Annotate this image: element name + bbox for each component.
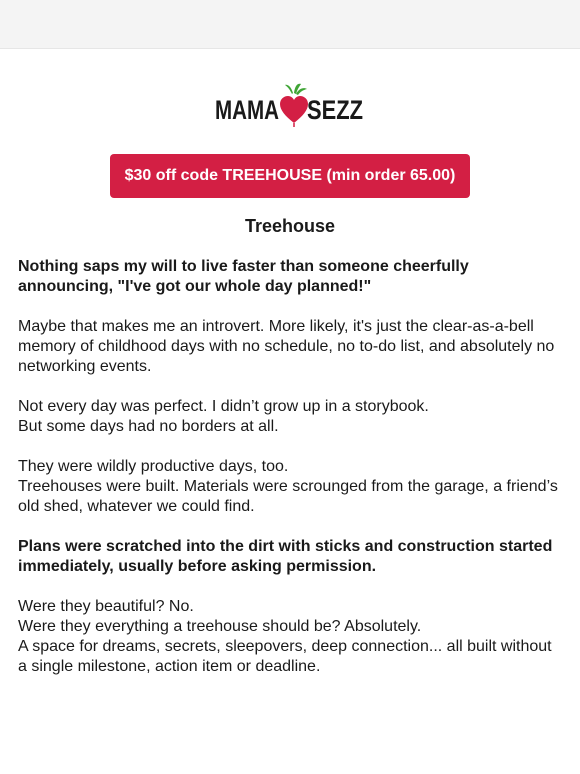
top-bar xyxy=(0,0,580,49)
article-paragraph: Nothing saps my will to live faster than someone cheerfully announcing, "I've got our whole day planned!" xyxy=(18,258,469,295)
article-paragraph: Plans were scratched into the dirt with sticks and construction started immediately, usually before asking permission. xyxy=(18,538,553,575)
article-paragraph: They were wildly productive days, too. Treehouses were built. Materials were scrounged from the garage, a friend’s old shed, whatever we could find. xyxy=(18,458,558,515)
article-title: Treehouse xyxy=(244,216,336,236)
radish-heart-icon xyxy=(280,84,308,127)
promo-code-button[interactable]: $30 off code TREEHOUSE (min order 65.00) xyxy=(110,154,471,198)
article-paragraph: Maybe that makes me an introvert. More likely, it's just the clear-as-a-bell memory of childhood days with no schedule, no to-do list, and absolutely no networking events. xyxy=(18,318,555,375)
logo-text-right: SEZZ xyxy=(307,95,363,125)
article-body xyxy=(0,257,580,677)
logo-text-left: MAMA xyxy=(215,95,279,125)
article-paragraph: Not every day was perfect. I didn’t grow up in a storybook. But some days had no borders at all. xyxy=(18,398,429,435)
promo-banner xyxy=(0,154,580,198)
article-paragraph: Were they beautiful? No. Were they everything a treehouse should be? Absolutely. A space for dreams, secrets, sleepovers, deep connection... all built without a single milestone, action item or deadline. xyxy=(18,598,552,675)
mamasezz-logo[interactable] xyxy=(0,83,580,127)
logo-graphic xyxy=(215,83,365,127)
